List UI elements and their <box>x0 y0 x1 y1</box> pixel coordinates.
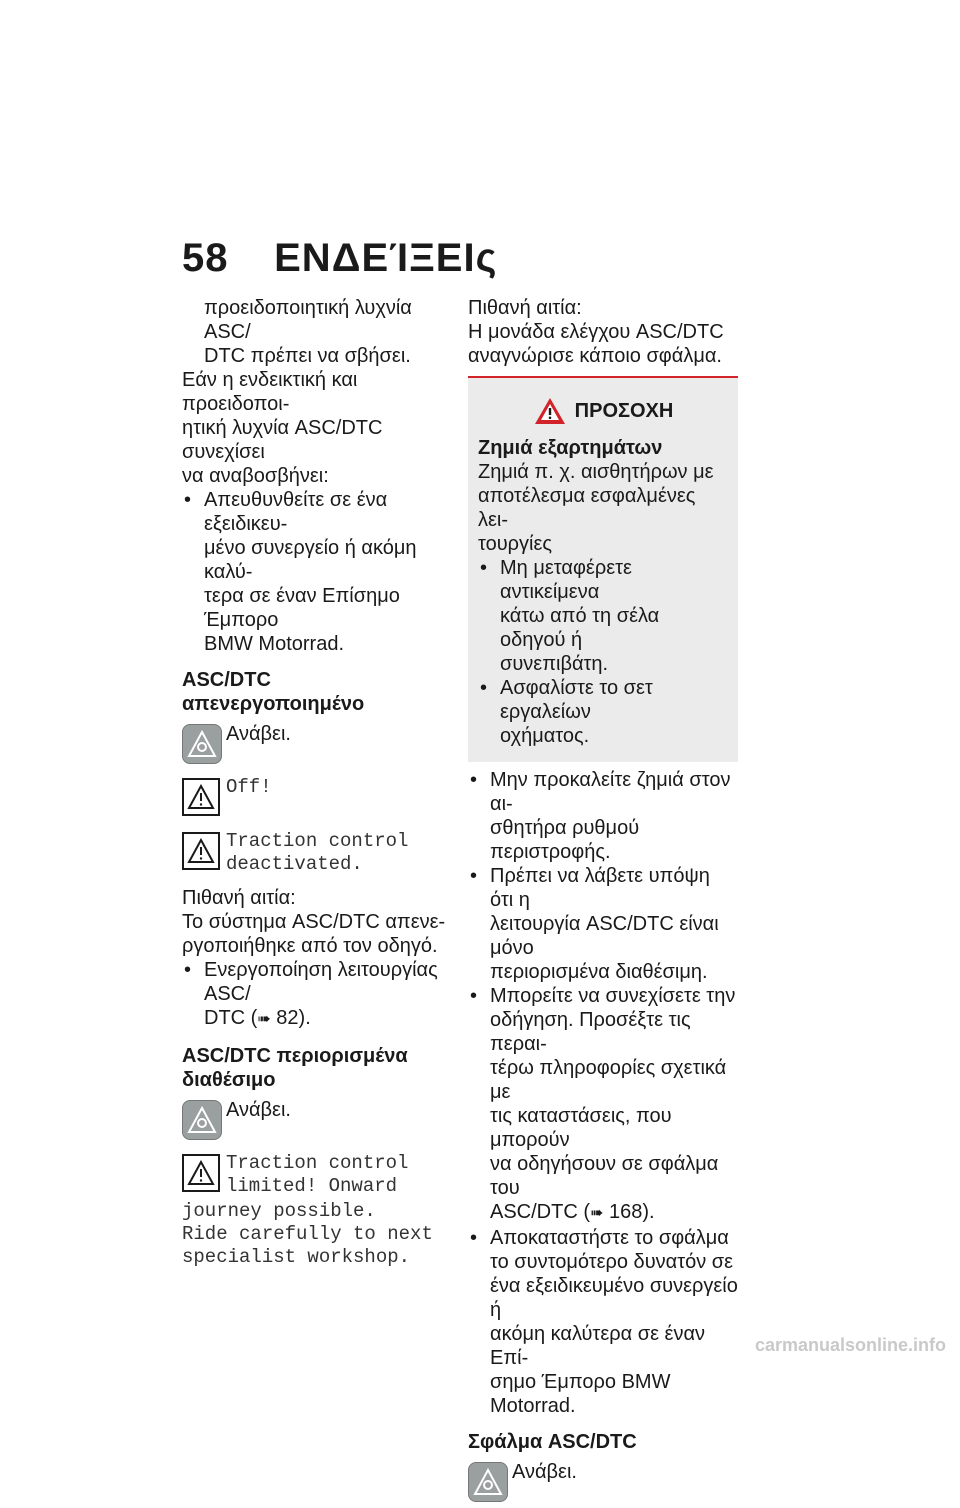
chapter-title: ΕΝΔΕΊΞΕΙς <box>274 236 498 280</box>
message-line: specialist workshop. <box>182 1246 411 1268</box>
text-line <box>468 1200 738 1226</box>
cause-label: Πιθανή αιτία: <box>468 297 582 319</box>
display-message-row <box>182 830 450 878</box>
warning-triangle-icon <box>182 778 220 816</box>
message-line: deactivated. <box>226 853 363 875</box>
text-line: Η μονάδα ελέγχου ASC/DTC <box>468 321 724 343</box>
text-line: Ζημιά π. χ. αισθητήρων με <box>478 461 714 483</box>
display-message <box>182 1152 450 1198</box>
text-line: αναγνώρισε κάποιο σφάλμα. <box>468 345 722 367</box>
warning-subtitle: Ζημιά εξαρτημάτων <box>478 437 663 459</box>
message-line: journey possible. <box>182 1200 376 1222</box>
text-line: να οδηγήσουν σε σφάλμα του <box>490 1153 719 1199</box>
display-message <box>182 830 450 876</box>
right-column <box>468 296 738 1508</box>
warning-triangle-icon <box>182 1154 220 1192</box>
warning-box <box>468 376 738 762</box>
page-reference[interactable]: 168). <box>608 1201 655 1223</box>
text-line: τερα σε έναν Επίσημο Έμπορο <box>204 585 400 631</box>
section-heading: Σφάλμα ASC/DTC <box>468 1431 637 1453</box>
indicator-row <box>182 722 450 770</box>
warning-header <box>478 396 728 426</box>
indicator-row <box>182 1098 450 1146</box>
text-line: BMW Motorrad. <box>204 633 345 655</box>
text-line: συνεπιβάτη. <box>500 653 609 675</box>
watermark: carmanualsonline.info <box>754 1335 946 1355</box>
text-line <box>182 1006 450 1032</box>
warning-triangle-icon <box>182 832 220 870</box>
text-fragment: ASC/DTC ( <box>490 1201 590 1223</box>
bullet-item: • Ασφαλίστε το σετ εργαλείων <box>478 676 728 724</box>
message-line: Traction control <box>226 830 409 852</box>
display-message: Off! <box>226 776 272 798</box>
caution-triangle-icon <box>533 396 567 426</box>
section-heading: ASC/DTC απενεργοποιημένο <box>182 669 365 715</box>
text-line: μένο συνεργείο ή ακόμη καλύ- <box>204 537 417 583</box>
page-header <box>182 236 497 281</box>
text-line: ένα εξειδικευμένο συνεργείο ή <box>490 1275 738 1321</box>
bullet-item: • Μη μεταφέρετε αντικείμενα <box>478 556 728 604</box>
bullet-item: • Μην προκαλείτε ζημιά στον αι- <box>468 768 738 816</box>
bullet-item: • Μπορείτε να συνεχίσετε την <box>468 984 738 1008</box>
text-line: να αναβοσβήνει: <box>182 465 329 487</box>
asc-warning-light-icon <box>182 724 222 764</box>
cause-label: Πιθανή αιτία: <box>182 887 296 909</box>
text-line: Εάν η ενδεικτική και προειδοποι- <box>182 369 358 415</box>
text-line: προειδοποιητική λυχνία ASC/ <box>204 297 412 343</box>
page-reference[interactable]: 82). <box>276 1007 311 1029</box>
text-line: DTC πρέπει να σβήσει. <box>204 345 411 367</box>
asc-warning-light-icon <box>468 1462 508 1502</box>
page-number: 58 <box>182 236 229 280</box>
warning-title: ΠΡΟΣΟΧΗ <box>574 399 674 422</box>
section-heading: ASC/DTC περιορισμένα <box>182 1045 408 1067</box>
message-line: limited! Onward <box>226 1175 398 1197</box>
message-line: Traction control <box>226 1152 409 1174</box>
left-column <box>182 296 450 1269</box>
light-status: Ανάβει. <box>226 1099 291 1121</box>
section-heading: διαθέσιμο <box>182 1069 276 1091</box>
bullet-item: • Ενεργοποίηση λειτουργίας ASC/ <box>182 958 450 1006</box>
display-message-continued <box>182 1200 450 1269</box>
page-reference-arrow-icon: ➠ <box>590 1205 604 1222</box>
bullet-item: • Αποκαταστήστε το σφάλμα <box>468 1226 738 1250</box>
text-line: ητική λυχνία ASC/DTC συνεχίσει <box>182 417 383 463</box>
text-line: τις καταστάσεις, που μπορούν <box>490 1105 672 1151</box>
light-status: Ανάβει. <box>512 1461 577 1483</box>
text-line: σημο Έμπορο BMW Motorrad. <box>490 1371 671 1417</box>
display-message-row <box>182 776 450 824</box>
text-line: οχήματος. <box>500 725 590 747</box>
text-line: τέρω πληροφορίες σχετικά με <box>490 1057 727 1103</box>
text-line: σθητήρα ρυθμού περιστροφής. <box>490 817 640 863</box>
text-line: λειτουργία ASC/DTC είναι μόνο <box>490 913 719 959</box>
message-line: Ride carefully to next <box>182 1223 433 1245</box>
bullet-item: • Απευθυνθείτε σε ένα εξειδικευ- <box>182 488 450 536</box>
text-line: ργοποιήθηκε από τον οδηγό. <box>182 935 438 957</box>
light-status: Ανάβει. <box>226 723 291 745</box>
text-line: περιορισμένα διαθέσιμη. <box>490 961 708 983</box>
display-message-row <box>182 1152 450 1200</box>
text-fragment: DTC ( <box>204 1007 258 1029</box>
asc-warning-light-icon <box>182 1100 222 1140</box>
text-line: αποτέλεσμα εσφαλμένες λει- <box>478 485 696 531</box>
text-line: κάτω από τη σέλα οδηγού ή <box>500 605 660 651</box>
text-line: οδήγηση. Προσέξτε τις περαι- <box>490 1009 691 1055</box>
text-line: το συντομότερο δυνατόν σε <box>490 1251 734 1273</box>
text-line: ακόμη καλύτερα σε έναν Επί- <box>490 1323 706 1369</box>
text-line: τουργίες <box>478 533 553 555</box>
text-line: Το σύστημα ASC/DTC απενε- <box>182 911 446 933</box>
page-reference-arrow-icon: ➠ <box>257 1011 271 1028</box>
indicator-row <box>468 1460 738 1508</box>
bullet-item: • Πρέπει να λάβετε υπόψη ότι η <box>468 864 738 912</box>
